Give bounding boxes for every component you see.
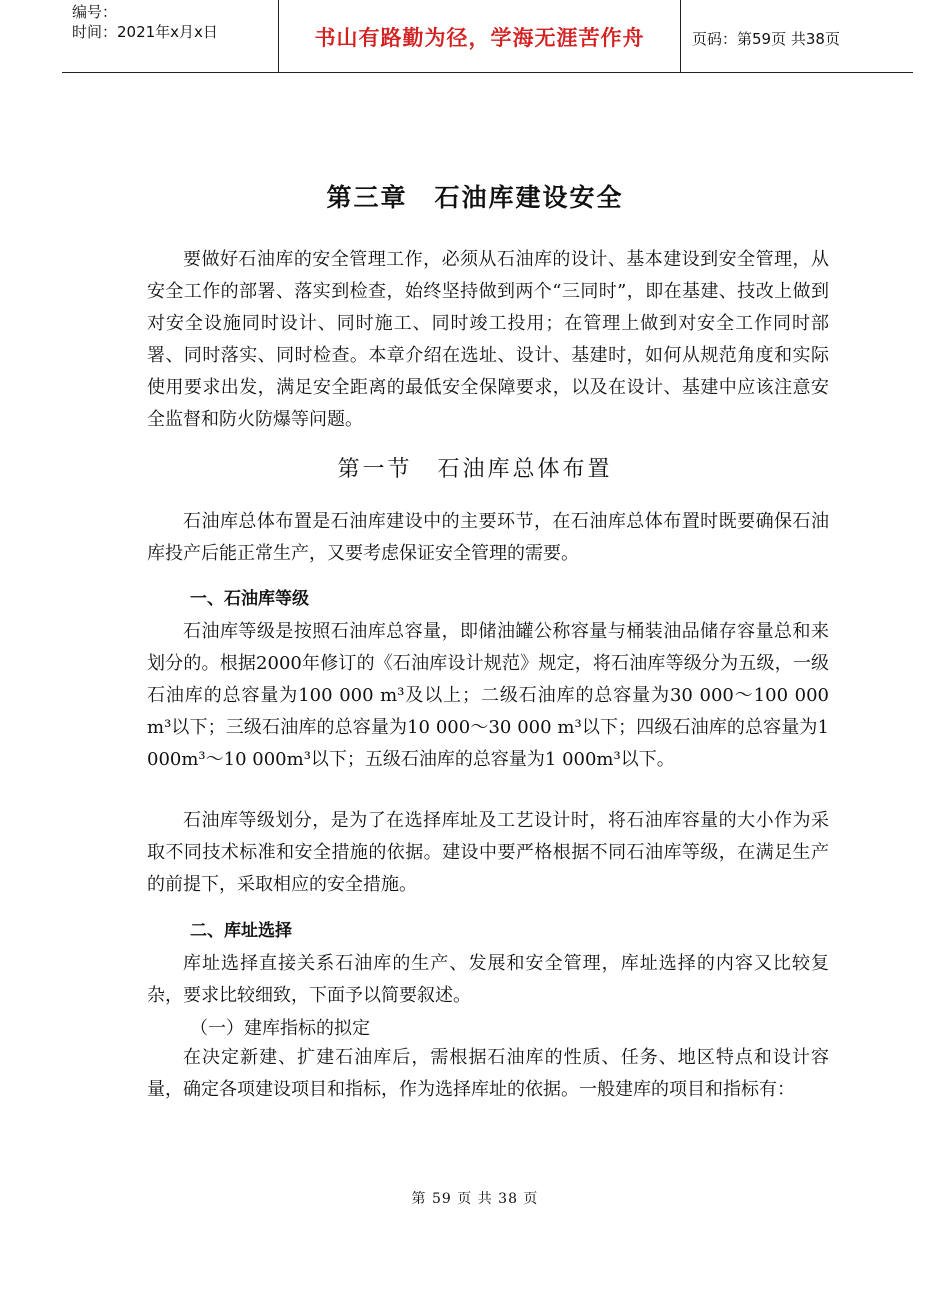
section-title: 第一节 石油库总体布置 (337, 457, 613, 482)
intro-paragraph: 要做好石油库的安全管理工作，必须从石油库的设计、基本建设到安全管理，从安全工作的部署、落实到检查，始终坚持做到两个“三同时”，即在基建、技改上做到对安全设施同时设计、同时施工、同时竣工投用；在管理上做到对安全工作同时部署、同时落实、同时检查。本章介绍在选址、设计、基建时，如何从规范角度和实际使用要求出发，满足安全距离的最低安全保障要求，以及在设计、基建中应该注意安全监督和防火防爆等问题。 (147, 249, 829, 430)
chapter-title: 第三章 石油库建设安全 (326, 183, 624, 212)
grade-paragraph: 石油库等级是按照石油库总容量，即储油罐公称容量与桶装油品储存容量总和来划分的。根据2000年修订的《石油库设计规范》规定，将石油库等级分为五级，一级石油库的总容量为100 000 m³及以上；二级石油库的总容量为30 000～100 000 m³以下；三级石油库的总容量为10 000～30 000 m³以下；四级石油库的总容量为1 000m³～10 000m³以下；五级石油库的总容量为1 000m³以下。 (147, 621, 829, 770)
grade-purpose-paragraph: 石油库等级划分，是为了在选择库址及工艺设计时，将石油库容量的大小作为采取不同技术标准和安全措施的依据。建设中要严格根据不同石油库等级，在满足生产的前提下，采取相应的安全措施。 (147, 810, 829, 895)
heading-site-selection: 二、库址选择 (190, 921, 292, 941)
header-meta (72, 2, 278, 42)
time-label: 时间：2021年x月x日 (72, 23, 218, 41)
heading-oil-depot-grade: 一、石油库等级 (190, 589, 309, 609)
document-header (62, 0, 913, 73)
indicators-paragraph: 在决定新建、扩建石油库后，需根据石油库的性质、任务、地区特点和设计容量，确定各项建设项目和指标，作为选择库址的依据。一般建库的项目和指标有： (147, 1047, 829, 1100)
subheading-indicators: （一）建库指标的拟定 (190, 1018, 370, 1039)
header-page-info: 页码：第59页 共38页 (692, 30, 840, 48)
site-selection-paragraph: 库址选择直接关系石油库的生产、发展和安全管理，库址选择的内容又比较复杂，要求比较细致，下面予以简要叙述。 (147, 953, 829, 1006)
section-intro-paragraph: 石油库总体布置是石油库建设中的主要环节，在石油库总体布置时既要确保石油库投产后能正常生产，又要考虑保证安全管理的需要。 (147, 511, 829, 564)
header-divider (680, 0, 681, 72)
number-label: 编号： (72, 3, 118, 21)
page-footer: 第 59 页 共 38 页 (411, 1191, 539, 1207)
header-motto: 书山有路勤为径，学海无涯苦作舟 (314, 26, 645, 50)
